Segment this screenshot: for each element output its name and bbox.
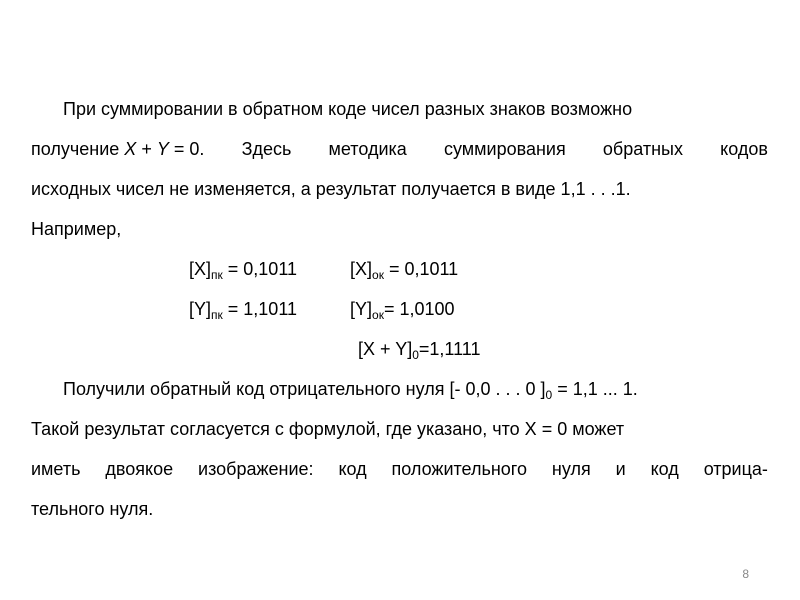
para2-line2 — [31, 418, 624, 440]
para2-line3-word: код — [650, 459, 679, 479]
y-inverse-value: = 1,0100 — [383, 299, 455, 319]
x-direct-label: [X] — [189, 259, 212, 279]
para1-line2-word: суммирования — [443, 139, 566, 159]
y-inverse-label: [Y] — [350, 299, 373, 319]
para1-line1 — [63, 98, 632, 120]
para1-line2-word: получение — [31, 139, 120, 159]
para1-line2 — [31, 138, 768, 160]
para2-line1-tail: = 1,1 ... 1. — [552, 379, 638, 399]
x-inverse-label: [X] — [350, 259, 373, 279]
para1-line2-word: Здесь — [241, 139, 292, 159]
x-inverse-code — [350, 258, 458, 280]
para2-line3-word: положительного — [391, 459, 527, 479]
page-number: 8 — [742, 567, 749, 581]
example-row3 — [358, 338, 480, 360]
plus-sign: + — [141, 139, 152, 159]
para2-line2-text: Такой результат согласуется с формулой, где указано, что X = 0 может — [31, 419, 625, 439]
para2-line1-sub: 0 — [545, 388, 553, 402]
y-direct-label: [Y] — [189, 299, 212, 319]
y-inverse-sub: ок — [372, 308, 384, 322]
para2-line3-word: иметь — [31, 459, 81, 479]
para1-line3 — [31, 178, 631, 200]
var-x: X — [124, 139, 137, 159]
para2-line4-text: тельного нуля. — [31, 499, 154, 519]
para2-line3-word: отрица- — [703, 459, 768, 479]
y-direct-sub: пк — [211, 308, 223, 322]
para1-line4 — [31, 218, 121, 240]
para1-line2-word: обратных — [602, 139, 683, 159]
sum-value: =1,1111 — [418, 339, 481, 359]
equals-zero: = 0. — [173, 139, 205, 159]
y-inverse-code — [350, 298, 455, 320]
para2-line3-word: двоякое — [105, 459, 174, 479]
para2-line3-word: код — [338, 459, 367, 479]
para1-line2-formula — [31, 138, 204, 160]
para2-line1-text: Получили обратный код отрицательного нуля [- 0,0 . . . 0 ] — [63, 379, 546, 399]
para2-line3 — [31, 458, 768, 480]
para2-line3-word: и — [615, 459, 626, 479]
para1-line2-word: кодов — [720, 139, 768, 159]
y-direct-value: = 1,1011 — [222, 299, 297, 319]
para2-line4 — [31, 498, 153, 520]
para2-line3-word: нуля — [551, 459, 591, 479]
var-y: Y — [156, 139, 169, 159]
para2-line3-word: изображение: — [198, 459, 314, 479]
para2-line1 — [63, 378, 638, 400]
para1-line2-word: методика — [328, 139, 407, 159]
para1-line3-text: исходных чисел не изменяется, а результат получается в виде 1,1 . . .1. — [31, 179, 631, 199]
para1-line4-text: Например, — [31, 219, 122, 239]
sum-label: [X + Y] — [358, 339, 413, 359]
x-inverse-value: = 0,1011 — [383, 259, 459, 279]
x-direct-code — [189, 258, 297, 280]
y-direct-code — [189, 298, 297, 320]
para1-line1-text: При суммировании в обратном коде чисел разных знаков возможно — [63, 99, 633, 119]
sum-sub: 0 — [412, 348, 419, 362]
x-direct-value: = 0,1011 — [222, 259, 297, 279]
x-direct-sub: пк — [211, 268, 223, 282]
x-inverse-sub: ок — [372, 268, 384, 282]
